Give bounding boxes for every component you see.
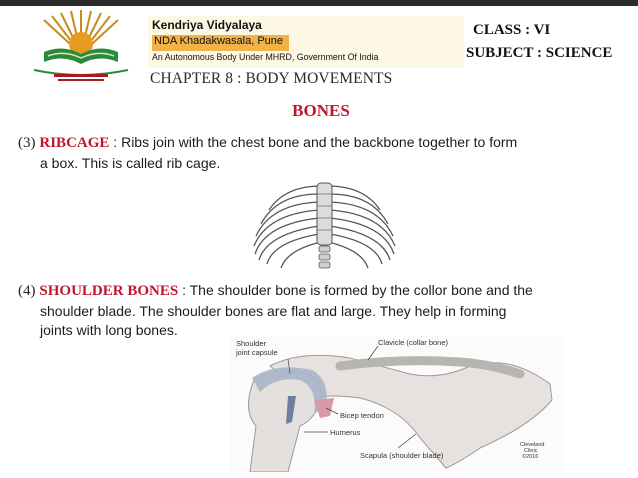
slide-header (0, 6, 638, 90)
label-scapula: Scapula (shoulder blade) (360, 451, 444, 460)
shoulder-diagram (230, 336, 565, 472)
ribcage-paragraph (18, 133, 623, 173)
label-shoulder: Shoulder (236, 339, 267, 348)
label-joint-capsule: joint capsule (236, 348, 278, 357)
item-text-continued: a box. This is called rib cage. (40, 154, 221, 171)
chapter-title: CHAPTER 8 : BODY MOVEMENTS (150, 70, 393, 87)
kendriya-vidyalaya-logo-icon (26, 10, 136, 86)
credit-line-3: ©2016 (522, 454, 539, 460)
label-bicep-tendon: Bicep tendon (340, 411, 384, 420)
ribcage-diagram (247, 180, 402, 274)
organization-description: An Autonomous Body Under MHRD, Government Of India (152, 52, 379, 62)
item-text: Ribs join with the chest bone and the backbone together to form (121, 134, 518, 150)
organization-place: NDA Khadakwasala, Pune (152, 35, 289, 51)
item-separator: : (178, 282, 190, 298)
item-text-continued: joints with long bones. (40, 322, 178, 338)
organization-block (148, 16, 464, 68)
heading-text: BONES (292, 101, 350, 120)
label-humerus: Humerus (330, 428, 361, 437)
class-label: CLASS : VI (473, 22, 551, 38)
item-keyword: SHOULDER BONES (39, 283, 179, 299)
item-number: (4) (18, 283, 36, 299)
item-text-continued: shoulder blade. The shoulder bones are flat and large. They help in forming (40, 302, 507, 319)
subject-label: SUBJECT : SCIENCE (466, 45, 613, 61)
shoulder-bones-paragraph (18, 281, 623, 341)
item-number: (3) (18, 135, 36, 151)
item-text: The shoulder bone is formed by the collor bone and the (189, 282, 533, 298)
label-clavicle: Clavicle (collar bone) (378, 338, 449, 347)
credit-line-2: Clinic (524, 448, 538, 454)
slide-heading (0, 101, 638, 121)
item-keyword: RIBCAGE (39, 135, 110, 151)
organization-name: Kendriya Vidyalaya (152, 18, 262, 32)
item-separator: : (109, 134, 122, 150)
credit-line-1: Cleveland (520, 442, 545, 448)
